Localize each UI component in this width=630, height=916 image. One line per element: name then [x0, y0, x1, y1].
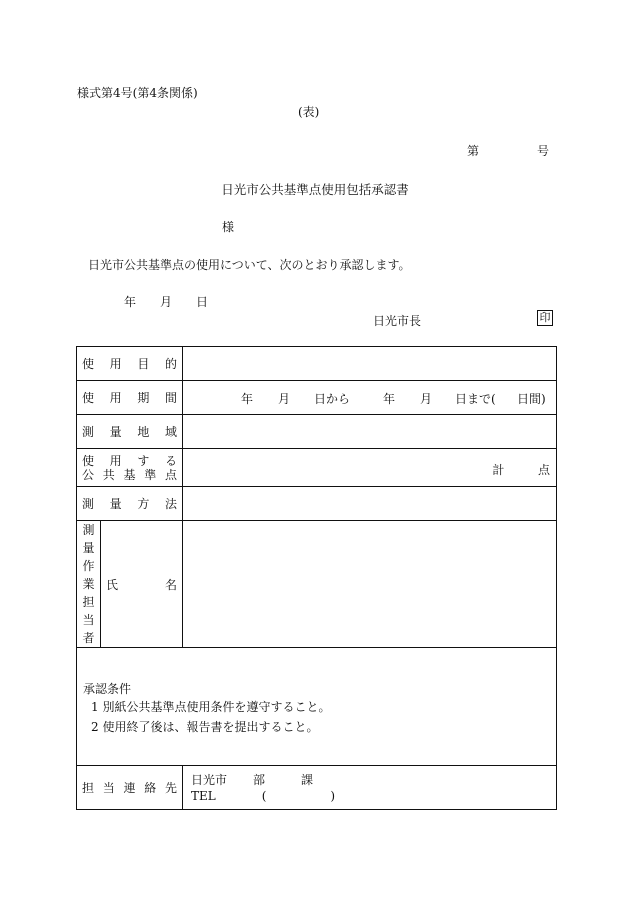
label-char: る [164, 453, 177, 468]
label-char: 方 [137, 497, 150, 511]
period-row [77, 381, 557, 415]
label-char: 的 [164, 357, 177, 371]
name-label-2: 名 [164, 577, 177, 592]
label-char: 量 [109, 425, 122, 439]
spread-text [82, 389, 177, 406]
name-label-1: 氏 [106, 577, 119, 592]
date-day: 日 [196, 295, 209, 309]
label-char: 作 [82, 559, 95, 573]
label-char: 者 [82, 631, 95, 645]
conditions-title: 承認条件 [83, 682, 132, 696]
label-char: 先 [164, 781, 177, 795]
label-char: 域 [164, 425, 177, 439]
label-char: 量 [82, 541, 95, 555]
label-char: 基 [123, 467, 136, 482]
label-char: 測 [82, 425, 95, 439]
period-field[interactable] [183, 381, 557, 415]
method-row [77, 487, 557, 521]
number-prefix: 第 [467, 144, 480, 158]
approval-table [76, 346, 557, 810]
contact-bu: 部 [253, 772, 266, 787]
period-days: 日間) [517, 391, 546, 406]
label-char: 用 [109, 453, 122, 468]
points-total-label: 計 [492, 463, 505, 477]
label-char: 担 [82, 781, 95, 795]
date-month: 月 [160, 295, 173, 309]
name-label [101, 521, 183, 648]
conditions-cell [77, 648, 557, 766]
period-day1: 日から [314, 391, 351, 406]
label-char: 当 [82, 613, 95, 627]
area-label [77, 415, 183, 449]
label-char: 間 [164, 391, 177, 405]
label-char: 公 [82, 467, 95, 482]
label-char: 絡 [144, 781, 157, 795]
form-number: 様式第4号(第4条関係) [77, 86, 198, 100]
points-field[interactable] [183, 449, 557, 487]
worker-name-field[interactable] [183, 521, 557, 648]
label-char: 測 [82, 523, 95, 537]
document-title: 日光市公共基準点使用包括承認書 [221, 182, 409, 197]
seal-mark: 印 [537, 310, 553, 326]
label-char: 連 [123, 781, 136, 795]
method-label [77, 487, 183, 521]
contact-row [77, 766, 557, 810]
condition-item-2: 2 使用終了後は、報告書を提出すること。 [91, 720, 319, 734]
area-field[interactable] [183, 415, 557, 449]
period-label [77, 381, 183, 415]
contact-tel: TEL [191, 788, 216, 803]
contact-field[interactable] [183, 766, 557, 810]
purpose-row [77, 347, 557, 381]
label-char: す [137, 453, 150, 468]
spread-text [82, 355, 177, 372]
label-char: 地 [137, 425, 150, 439]
period-year2: 年 [383, 391, 396, 406]
area-row [77, 415, 557, 449]
spread-text [82, 495, 177, 512]
label-char: 期 [137, 391, 150, 405]
label-char: 使 [82, 391, 95, 405]
contact-label [77, 766, 183, 810]
purpose-label [77, 347, 183, 381]
intro-text: 日光市公共基準点の使用について、次のとおり承認します。 [88, 258, 411, 272]
spread-text [82, 468, 177, 482]
date-year: 年 [124, 295, 137, 309]
spread-text [82, 779, 177, 796]
contact-open-paren: ( [261, 788, 267, 803]
label-char: 用 [109, 357, 122, 371]
side-label: (表) [298, 105, 320, 119]
label-char: 使 [82, 453, 95, 468]
label-char: 業 [82, 577, 95, 591]
spread-text [82, 454, 177, 468]
purpose-field[interactable] [183, 347, 557, 381]
label-char: 準 [144, 467, 157, 482]
label-char: 点 [164, 467, 177, 482]
issuer: 日光市長 [373, 314, 422, 328]
contact-ka: 課 [301, 772, 314, 787]
label-char: 法 [164, 497, 177, 511]
label-char: 用 [109, 391, 122, 405]
conditions-row [77, 648, 557, 766]
label-char: 量 [109, 497, 122, 511]
points-label [77, 449, 183, 487]
period-year1: 年 [241, 391, 254, 406]
label-char: 使 [82, 357, 95, 371]
number-suffix: 号 [537, 144, 550, 158]
period-day2: 日まで( [455, 391, 496, 406]
condition-item-1: 1 別紙公共基準点使用条件を遵守すること。 [91, 700, 331, 714]
worker-label [77, 521, 101, 648]
vertical-text [77, 521, 100, 647]
label-char: 目 [137, 357, 150, 371]
label-char: 測 [82, 497, 95, 511]
period-month1: 月 [278, 391, 291, 406]
method-field[interactable] [183, 487, 557, 521]
contact-close-paren: ) [330, 788, 336, 803]
contact-city: 日光市 [191, 772, 228, 787]
points-unit: 点 [537, 463, 550, 477]
period-month2: 月 [420, 391, 433, 406]
spread-text [82, 423, 177, 440]
addressee-suffix: 様 [222, 220, 235, 234]
label-char: 共 [102, 467, 115, 482]
label-char: 担 [82, 595, 95, 609]
worker-row [77, 521, 557, 648]
label-char: 当 [102, 781, 115, 795]
points-row [77, 449, 557, 487]
